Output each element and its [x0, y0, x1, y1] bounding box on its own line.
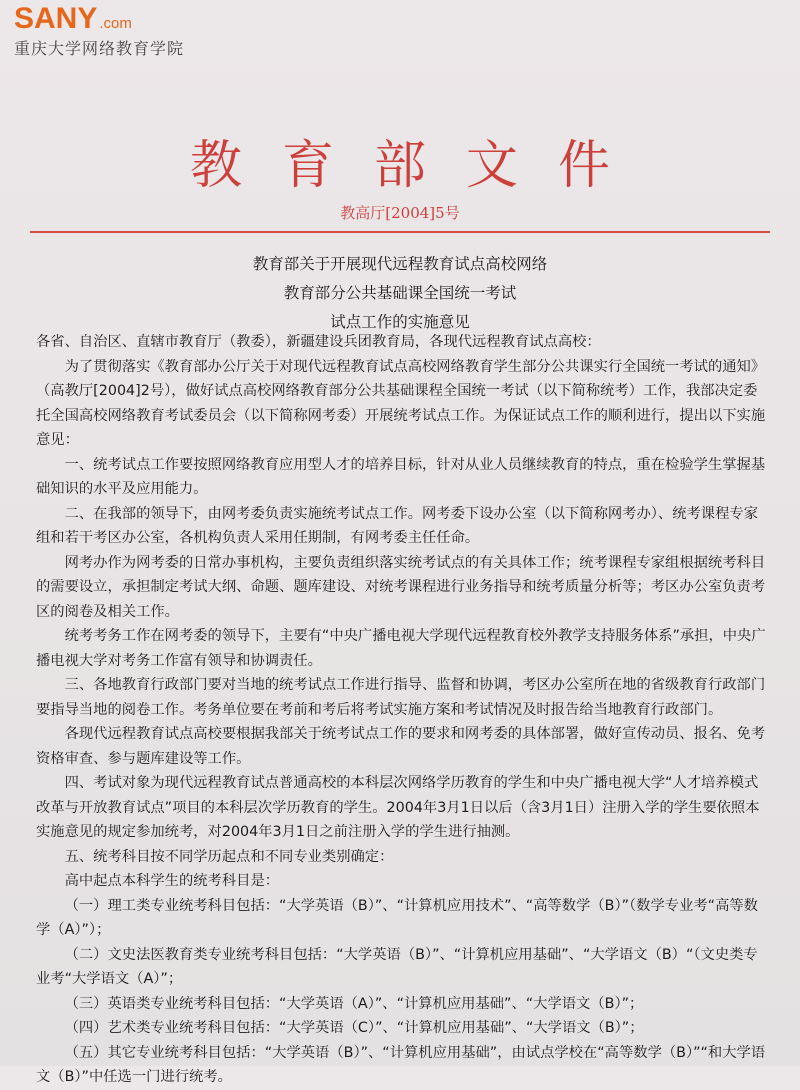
body-paragraph: 为了贯彻落实《教育部办公厅关于对现代远程教育试点高校网络教育学生部分公共课实行全国统一考试的通知》（高教厅[2004]2号），做好试点高校网络教育部分公共基础课程全国统一考试（以下简称统考）工作，我部决定委托全国高校网络教育考试委员会（以下简称网考委）开展统考试点工作。为保证试点工作的顺利进行，提出以下实施意见： [36, 358, 766, 448]
document-title: 教育部文件 [189, 136, 650, 196]
subject-line: 教育部分公共基础课全国统一考试 [283, 284, 517, 302]
body-paragraph: 网考办作为网考委的日常办事机构，主要负责组织落实统考试点的有关具体工作；统考课程专家组根据统考科目的需要设立，承担制定考试大纲、命题、题库建设、对统考课程进行业务指导和统考质量分析等；考区办公室负责考区的阅卷及相关工作。 [36, 554, 766, 620]
body-paragraph: （三）英语类专业统考科目包括：“大学英语（A）”、“计算机应用基础”、“大学语文（B）”； [64, 995, 644, 1012]
document-number: 教高厅[2004]5号 [340, 204, 460, 222]
document-subject [0, 250, 800, 337]
body-paragraph: 四、考试对象为现代远程教育试点普通高校的本科层次网络学历教育的学生和中央广播电视大学“人才培养模式改革与开放教育试点”项目的本科层次学历教育的学生。2004年3月1日以后（含3月1日）注册入学的学生要依照本实施意见的规定参加统考，对2004年3月1日之前注册入学的学生进行抽测。 [36, 775, 760, 840]
subject-line: 试点工作的实施意见 [330, 313, 470, 331]
body-paragraph: （二）文史法医教育类专业统考科目包括：“大学英语（B）”、“计算机应用基础”、“大学语文（B）“（文史类专业考“大学语文（A）”； [36, 946, 758, 987]
red-divider [30, 231, 770, 233]
salutation: 各省、自治区、直辖市教育厅（教委），新疆建设兵团教育局，各现代远程教育试点高校： [36, 334, 601, 350]
body-paragraph: 一、统考试点工作要按照网络教育应用型人才的培养目标，针对从业人员继续教育的特点，重在检验学生掌握基础知识的水平及应用能力。 [36, 456, 766, 497]
document-body [36, 330, 766, 1090]
logo-domain-suffix: .com [99, 15, 132, 32]
logo-subtitle: 重庆大学网络教育学院 [14, 39, 185, 58]
body-paragraph: （一）理工类专业统考科目包括：“大学英语（B）”、“计算机应用技术”、“高等数学（B）”（数学专业考“高等数学（A）”）； [36, 897, 758, 938]
logo [14, 4, 184, 59]
logo-brand [14, 4, 184, 34]
body-paragraph: 二、在我部的领导下，由网考委负责实施统考试点工作。网考委下设办公室（以下简称网考办）、统考课程专家组和若干考区办公室，各机构负责人采用任期制，有网考委主任任命。 [36, 505, 758, 546]
logo-wordmark: SANY [14, 2, 98, 35]
body-paragraph: （五）其它专业统考科目包括：“大学英语（B）”、“计算机应用基础”，由试点学校在“高等数学（B）”“和大学语文（B）”中任选一门进行统考。 [36, 1044, 766, 1085]
body-paragraph: 高中起点本科学生的统考科目是： [64, 873, 280, 889]
body-paragraph: 各现代远程教育试点高校要根据我部关于统考试点工作的要求和网考委的具体部署，做好宣传动员、报名、免考资格审查、参与题库建设等工作。 [36, 726, 766, 767]
subject-line: 教育部关于开展现代远程教育试点高校网络 [252, 255, 548, 273]
body-paragraph: 五、统考科目按不同学历起点和不同专业类别确定： [64, 848, 394, 865]
body-paragraph: 三、各地教育行政部门要对当地的统考试点工作进行指导、监督和协调，考区办公室所在地的省级教育行政部门要指导当地的阅卷工作。考务单位要在考前和考后将考试实施方案和考试情况及时报告给当地教育行政部门。 [36, 677, 766, 718]
body-paragraph: （四）艺术类专业统考科目包括：“大学英语（C）”、“计算机应用基础”、“大学语文（B）”； [64, 1020, 644, 1036]
body-paragraph: 统考考务工作在网考委的领导下，主要有“中央广播电视大学现代远程教育校外教学支持服务体系”承担，中央广播电视大学对考务工作富有领导和协调责任。 [36, 628, 766, 669]
